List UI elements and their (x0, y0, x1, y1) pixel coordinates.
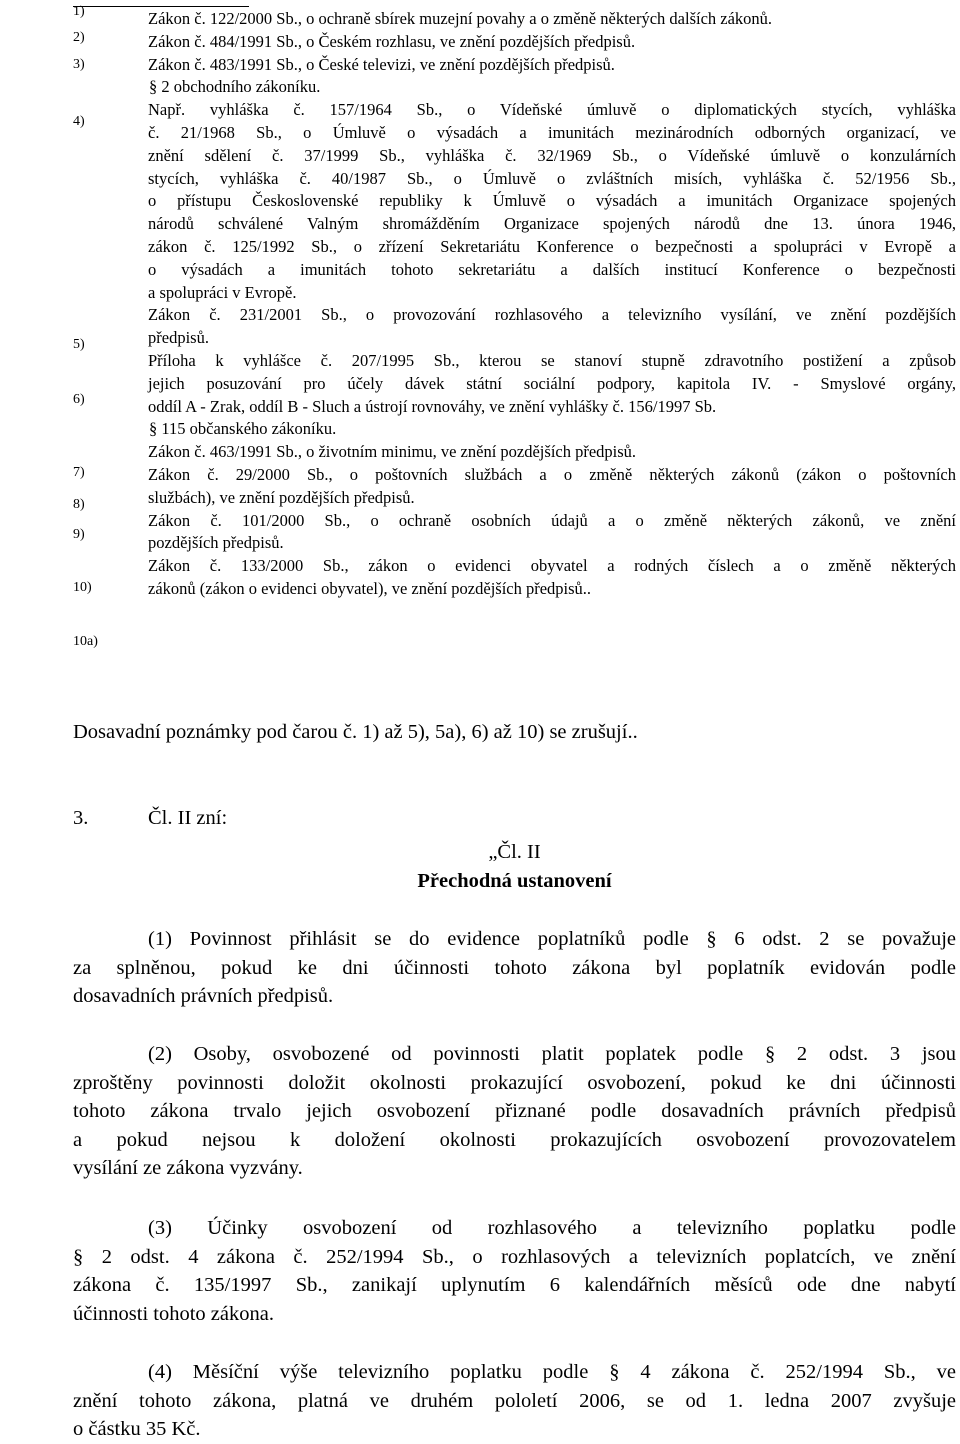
footnote-2-line: Zákon č. 484/1991 Sb., o Českém rozhlasu, ve znění pozdějších předpisů. (148, 31, 636, 51)
footnote-8-line: Zákon č. 463/1991 Sb., o životním minimu, ve znění pozdějších předpisů. (148, 442, 637, 462)
footnote-6-line: oddíl A - Zrak, oddíl B - Sluch a ústrojí rovnováhy, ve znění vyhlášky č. 156/1997 Sb. (148, 396, 717, 416)
amendment-point (73, 804, 956, 833)
article-heading: „Čl. II (488, 841, 541, 863)
footnote-marker-6: 6) (73, 392, 85, 407)
footnote-10a-line: Zákon č. 133/2000 Sb., zákon o evidenci obyvatel a rodných číslech a o změně některých (148, 556, 956, 576)
footnote-marker-7: 7) (73, 465, 85, 480)
footnote-10a-line: zákonů (zákon o evidenci obyvatel), ve znění pozdějších předpisů.. (148, 578, 592, 598)
footnote-4-line: znění sdělení č. 37/1999 Sb., vyhláška č. 32/1969 Sb., o Vídeňské úmluvě o konzulárních (148, 145, 956, 165)
footnote-5-line: Zákon č. 231/2001 Sb., o provozování rozhlasového a televizního vysílání, ve znění pozdějších (148, 305, 956, 325)
paragraph-line: účinnosti tohoto zákona. (73, 1302, 274, 1325)
repeal-note-text: Dosavadní poznámky pod čarou č. 1) až 5), 5a), 6) až 10) se zrušují.. (73, 721, 638, 743)
footnote-4-line: zákon č. 125/1992 Sb., o zřízení Sekretariátu Konference o bezpečnosti a spolupráci v Evropě a (148, 236, 956, 256)
footnote-4-line: č. 21/1968 Sb., o Úmluvě o výsadách a imunitách mezinárodních odborných organizací, ve (148, 122, 956, 142)
footnote-7-line: § 115 občanského zákoníku. (149, 419, 337, 439)
paragraph-line: (4) Měsíční výše televizního poplatku podle § 4 zákona č. 252/1994 Sb., ve (148, 1361, 956, 1383)
paragraph-line: tohoto zákona trvalo jejich osvobození přiznané podle dosavadních právních předpisů (73, 1100, 956, 1122)
point-number: 3. (73, 807, 89, 829)
footnote-marker-4: 4) (73, 114, 85, 129)
paragraph-1 (73, 925, 956, 1011)
footnote-marker-8: 8) (73, 497, 85, 512)
footnote-2-line: Zákon č. 483/1991 Sb., o České televizi, ve znění pozdějších předpisů. (148, 54, 615, 74)
footnote-9-line: službách), ve znění pozdějších předpisů. (148, 487, 415, 507)
footnote-1-line: Zákon č. 122/2000 Sb., o ochraně sbírek muzejní povahy a o změně některých dalších zákonů. (148, 9, 773, 28)
footnote-marker-1: 1) (73, 4, 85, 19)
footnote-separator (73, 6, 249, 7)
paragraph-4 (73, 1358, 956, 1444)
paragraph-line: a pokud nejsou k doložení okolnosti prokazujících osvobození provozovatelem (73, 1128, 956, 1151)
footnote-3-line: § 2 obchodního zákoníku. (149, 77, 321, 97)
article-title: Přechodná ustanovení (417, 870, 612, 892)
footnote-6-line: jejich posuzování pro účely dávek státní sociální podpory, kapitola IV. - Smyslové orgány, (148, 373, 956, 393)
paragraph-line: (1) Povinnost přihlásit se do evidence poplatníků podle § 6 odst. 2 se považuje (148, 928, 956, 950)
paragraph-line: zproštěny povinnosti doložit okolnosti prokazující osvobození, pokud ke dni účinnosti (73, 1071, 956, 1094)
footnote-4-line: národů schválené Valným shromážděním Organizace spojených národů dne 13. února 1946, (148, 214, 956, 234)
footnote-marker-2: 2) (73, 30, 85, 45)
footnote-4-line: o přístupu Československé republiky k Úmluvě o výsadách a imunitách Organizace spojených (148, 191, 956, 211)
paragraph-line: o částku 35 Kč. (73, 1418, 201, 1440)
footnote-marker-10: 10) (73, 580, 92, 595)
footnote-10-line: Zákon č. 101/2000 Sb., o ochraně osobních údajů a o změně některých zákonů, ve znění (148, 510, 956, 530)
footnote-5-line: předpisů. (148, 328, 209, 348)
paragraph-line: za splněnou, pokud ke dni účinnosti tohoto zákona byl poplatník evidován podle (73, 956, 956, 979)
paragraph-line: vysílání ze zákona vyzvány. (73, 1157, 303, 1179)
footnote-4-line: stycích, vyhláška č. 40/1987 Sb., o Úmluvě o zvláštních misích, vyhláška č. 52/1956 Sb., (148, 168, 956, 188)
paragraph-line: § 2 odst. 4 zákona č. 252/1994 Sb., o rozhlasových a televizních poplatcích, ve znění (73, 1245, 956, 1268)
paragraph-line: zákona č. 135/1997 Sb., zanikají uplynutím 6 kalendářních měsíců ode dne nabytí (73, 1274, 956, 1296)
footnote-10-line: pozdějších předpisů. (148, 533, 284, 553)
footnote-4-line: a spolupráci v Evropě. (148, 282, 297, 302)
footnote-6-line: Příloha k vyhlášce č. 207/1995 Sb., kterou se stanoví stupně zdravotního postižení a způsob (148, 350, 956, 370)
footnote-marker-10a: 10a) (73, 634, 98, 649)
paragraph-2 (73, 1040, 956, 1183)
footnote-marker-9: 9) (73, 527, 85, 542)
paragraph-3 (73, 1214, 956, 1328)
paragraph-line: znění tohoto zákona, platná ve druhém pololetí 2006, se od 1. ledna 2007 zvyšuje (73, 1389, 956, 1412)
repeal-note (73, 718, 956, 747)
point-text: Čl. II zní: (148, 807, 228, 829)
footnote-4-line: Např. vyhláška č. 157/1964 Sb., o Vídeňské úmluvě o diplomatických stycích, vyhláška (148, 100, 956, 120)
footnote-marker-3: 3) (73, 57, 85, 72)
footnote-4-line: o výsadách a imunitách tohoto sekretariátu a dalších institucí Konference o bezpečnosti (148, 259, 956, 279)
paragraph-line: (2) Osoby, osvobozené od povinnosti platit poplatek podle § 2 odst. 3 jsou (148, 1043, 956, 1065)
paragraph-line: dosavadních právních předpisů. (73, 985, 334, 1007)
footnote-marker-5: 5) (73, 337, 85, 352)
footnote-text-block (148, 8, 956, 601)
paragraph-line: (3) Účinky osvobození od rozhlasového a televizního poplatku podle (148, 1217, 956, 1239)
footnote-9-line: Zákon č. 29/2000 Sb., o poštovních službách a o změně některých zákonů (zákon o poštovních (148, 464, 956, 484)
